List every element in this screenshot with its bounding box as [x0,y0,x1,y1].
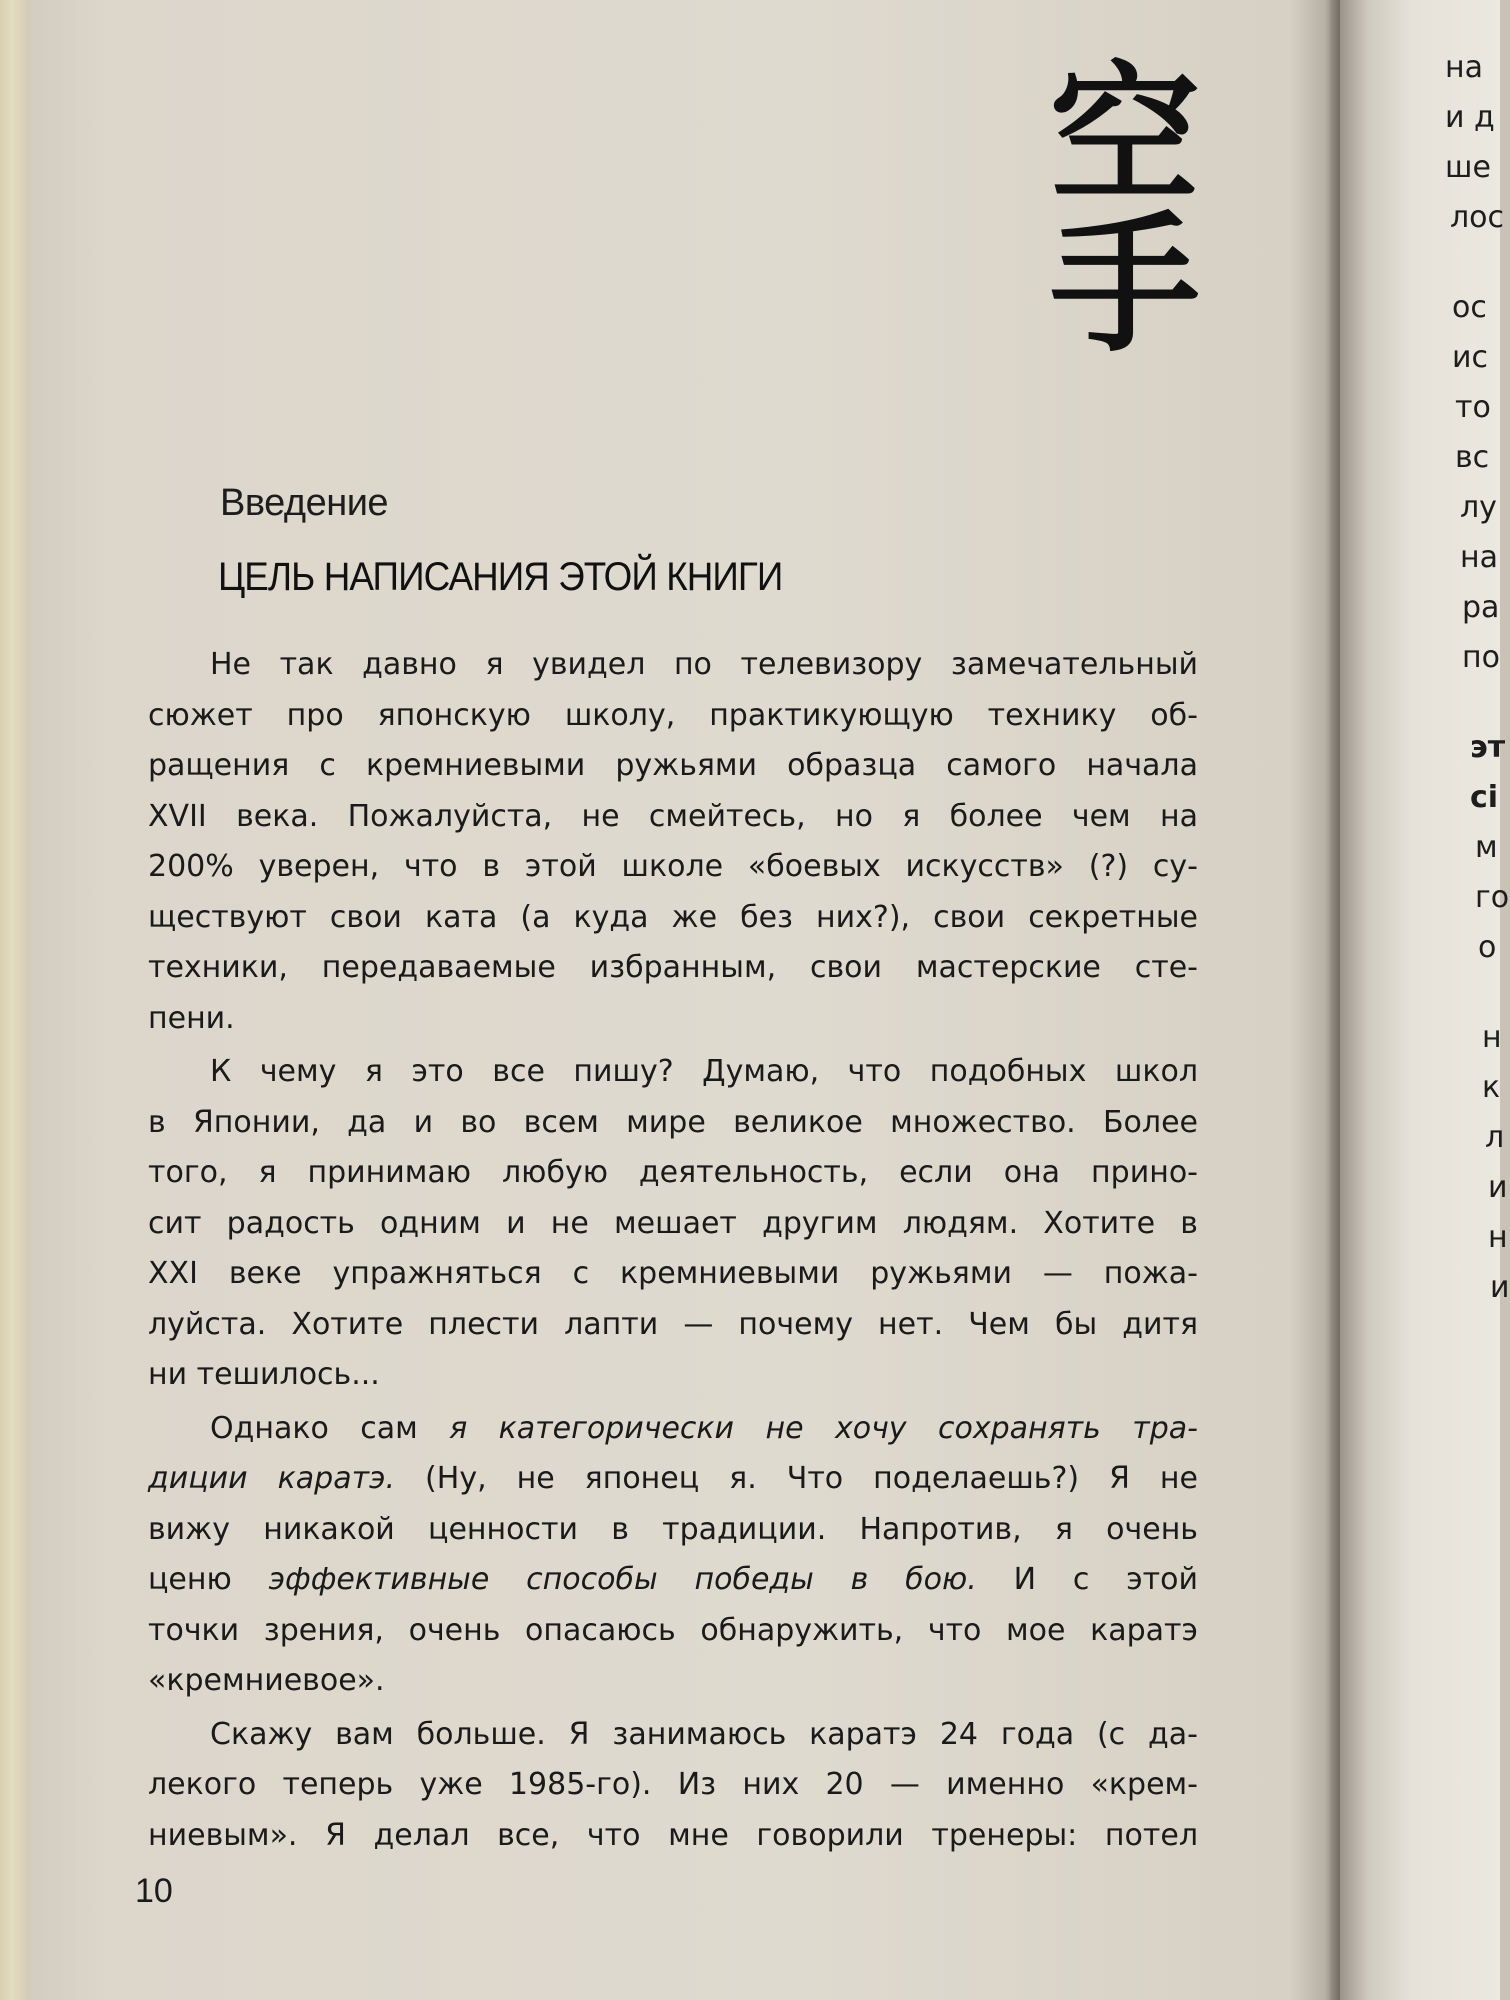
text-line: вижу никакой ценности в традиции. Напротив, я очень [148,1511,1198,1547]
text-line: «кремниевое». [148,1663,385,1698]
page-edge [0,0,30,2000]
text-run: ценю [148,1562,269,1597]
page-fragment-text: н [1482,1020,1502,1055]
page-fragment-text: м [1475,830,1498,865]
text-line [148,1555,1198,1606]
page-fragment-text: лу [1460,490,1497,525]
emphasis-text: диции каратэ. [148,1461,396,1496]
text-line: ращения с кремниевыми ружьями образца самого начала [148,748,1198,783]
text-line: того, я принимаю любую деятельность, если она прино- [148,1155,1198,1190]
page-fragment-text: к [1482,1070,1501,1105]
page-fragment-text: то [1455,390,1491,425]
text-line: луйста. Хотите плести лапти — почему нет. Чем бы дитя [148,1306,1198,1342]
page-fragment-text: эт [1470,730,1506,765]
text-run: Однако сам [210,1410,450,1446]
page-fragment-text: ис [1452,340,1488,375]
text-line: сит радость одним и не мешает другим людям. Хотите в [148,1205,1198,1241]
text-line: Не так давно я увидел по телевизору замечательный [210,647,1198,682]
page-fragment-text: ше [1445,150,1491,185]
book-gutter [1290,0,1340,2000]
text-line: сюжет про японскую школу, практикующую технику об- [148,697,1198,733]
text-line [148,1404,1198,1455]
page-number: 10 [135,1872,173,1910]
page-fragment-text: на [1460,540,1498,575]
page-fragment-text: и д [1445,100,1495,135]
emphasis-text: эффективные способы победы в бою. [268,1562,977,1597]
kanji-kara: 空 [1049,47,1200,223]
text-line: Скажу вам больше. Я занимаюсь каратэ 24 года (с да- [210,1716,1198,1752]
text-line: К чему я это все пишу? Думаю, что подобных школ [210,1054,1198,1089]
text-line: 200% уверен, что в этой школе «боевых искусств» (?) су- [148,849,1198,884]
text-line: XXI веке упражняться с кремниевыми ружьями — пожа- [148,1256,1198,1291]
page-fragment-text: го [1475,880,1510,915]
emphasis-text: я категорически не хочу сохранять тра- [449,1410,1198,1446]
page-fragment-text: по [1462,640,1500,675]
page-fragment-text: ра [1462,590,1500,625]
page-fragment-text: и [1490,1270,1510,1305]
kanji-te: 手 [1049,197,1200,373]
text-line: XVII века. Пожалуйста, не смейтесь, но я более чем на [148,798,1198,834]
text-run: (Ну, не японец я. Что поделаешь?) Я не [395,1461,1198,1496]
text-line: ществуют свои ката (а куда же без них?), свои секретные [148,899,1198,935]
text-line: лекого теперь уже 1985-го). Из них 20 — именно «крем- [148,1767,1198,1802]
page-fragment-text: вс [1455,440,1490,475]
karate-kanji-mark [1045,47,1205,373]
text-line: в Японии, да и во всем мире великое множество. Более [148,1104,1198,1140]
page-fragment-text: о [1478,930,1497,965]
text-run: И с этой [976,1562,1199,1597]
page-fragment-text: и [1488,1170,1508,1205]
page-fragment-text: л [1485,1120,1505,1155]
text-line: ни тешилось... [148,1357,380,1392]
page-fragment-text: на [1445,50,1483,85]
page-fragment-text: лос [1450,200,1505,235]
chapter-title: ЦЕЛЬ НАПИСАНИЯ ЭТОЙ КНИГИ [218,555,783,599]
text-line: техники, передаваемые избранным, свои мастерские сте- [148,950,1198,985]
body-text [148,640,1198,1861]
text-line: точки зрения, очень опасаюсь обнаружить, что мое каратэ [148,1612,1198,1648]
text-line: ниевым». Я делал все, что мне говорили тренеры: потел [148,1817,1198,1853]
page-fragment-text: ос [1452,290,1487,325]
page-fragment-text: сі [1470,780,1499,815]
text-line [148,1454,1198,1505]
text-line: пени. [148,1000,235,1036]
section-label: Введение [220,482,389,524]
page-fragment-text: н [1488,1220,1508,1255]
